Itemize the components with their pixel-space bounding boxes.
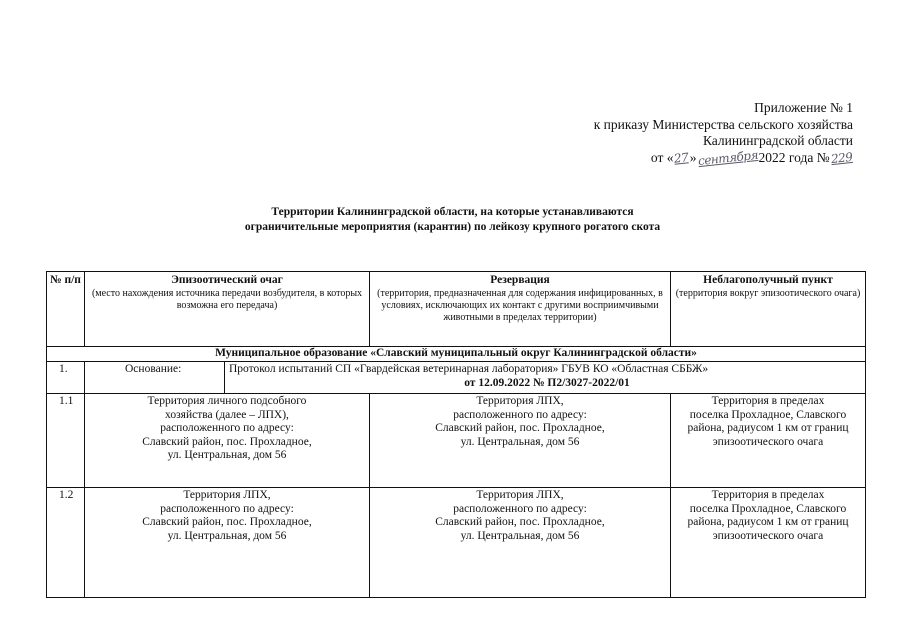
row-reservation: Территория ЛПХ, расположенного по адресу: Славский район, пос. Прохладное, ул. Центральная, дом 56: [370, 487, 671, 597]
basis-row: [47, 361, 865, 394]
table-row: [47, 487, 865, 597]
table-row: [47, 393, 865, 488]
handwritten-order-number: 229: [829, 149, 853, 166]
order-reference: к приказу Министерства сельского хозяйства: [593, 116, 853, 132]
basis-text: [225, 361, 865, 393]
date-prefix: от «: [650, 149, 674, 165]
appendix-header: [594, 100, 853, 166]
basis-protocol-date: от 12.09.2022 № П2/3027-2022/01: [464, 376, 630, 389]
row-reservation: Территория ЛПХ, расположенного по адресу: Славский район, пос. Прохладное, ул. Центральная, дом 56: [370, 393, 671, 487]
row-num: 1.1: [47, 393, 85, 487]
header-point: Неблагополучный пункт (территория вокруг эпизоотического очага): [675, 274, 861, 299]
date-mid: »: [689, 149, 697, 165]
municipality-name: Муниципальное образование «Славский муниципальный округ Калининградской области»: [215, 347, 697, 359]
header-focus: Эпизоотический очаг (место нахождения источника передачи возбудителя, в которых возможна его передача): [85, 272, 370, 346]
document-title: [0, 205, 905, 234]
row-point: Территория в пределах поселка Прохладное, Славского района, радиусом 1 км от границ эпизоотического очага: [687, 489, 849, 542]
title-line-2: ограничительные мероприятия (карантин) по лейкозу крупного рогатого скота: [244, 220, 661, 233]
row-num: 1.2: [47, 487, 85, 597]
row-focus: Территория личного подсобного хозяйства (далее – ЛПХ), расположенного по адресу: Славский район, пос. Прохладное, ул. Центральная, дом 56: [85, 393, 370, 487]
title-line-1: Территории Калининградской области, на которые устанавливаются: [271, 206, 634, 218]
row-focus: Территория ЛПХ, расположенного по адресу: Славский район, пос. Прохладное, ул. Центральная, дом 56: [85, 487, 370, 597]
handwritten-day: 27: [673, 149, 690, 166]
header-num: № п/п: [47, 272, 85, 346]
date-year: 2022 года №: [758, 149, 830, 165]
basis-num: 1.: [47, 361, 85, 393]
region-name: Калининградской области: [702, 133, 853, 148]
row-point: Территория в пределах поселка Прохладное, Славского района, радиусом 1 км от границ эпизоотического очага: [687, 395, 849, 448]
appendix-number: Приложение № 1: [754, 100, 853, 115]
quarantine-table: [46, 271, 866, 598]
municipality-row: [47, 346, 865, 362]
order-date-line: [594, 147, 853, 168]
handwritten-month: сентября: [696, 147, 759, 168]
table-header-row: [47, 272, 865, 347]
header-reservation: Резервация (территория, предназначенная для содержания инфицированных, в условиях, исключающих их контакт с другими восприимчивыми животными в пределах территории): [370, 272, 671, 346]
basis-protocol: Протокол испытаний СП «Гвардейская ветеринарная лаборатория» ГБУВ КО «Областная СББЖ»: [229, 363, 709, 375]
basis-label: Основание:: [85, 361, 225, 393]
